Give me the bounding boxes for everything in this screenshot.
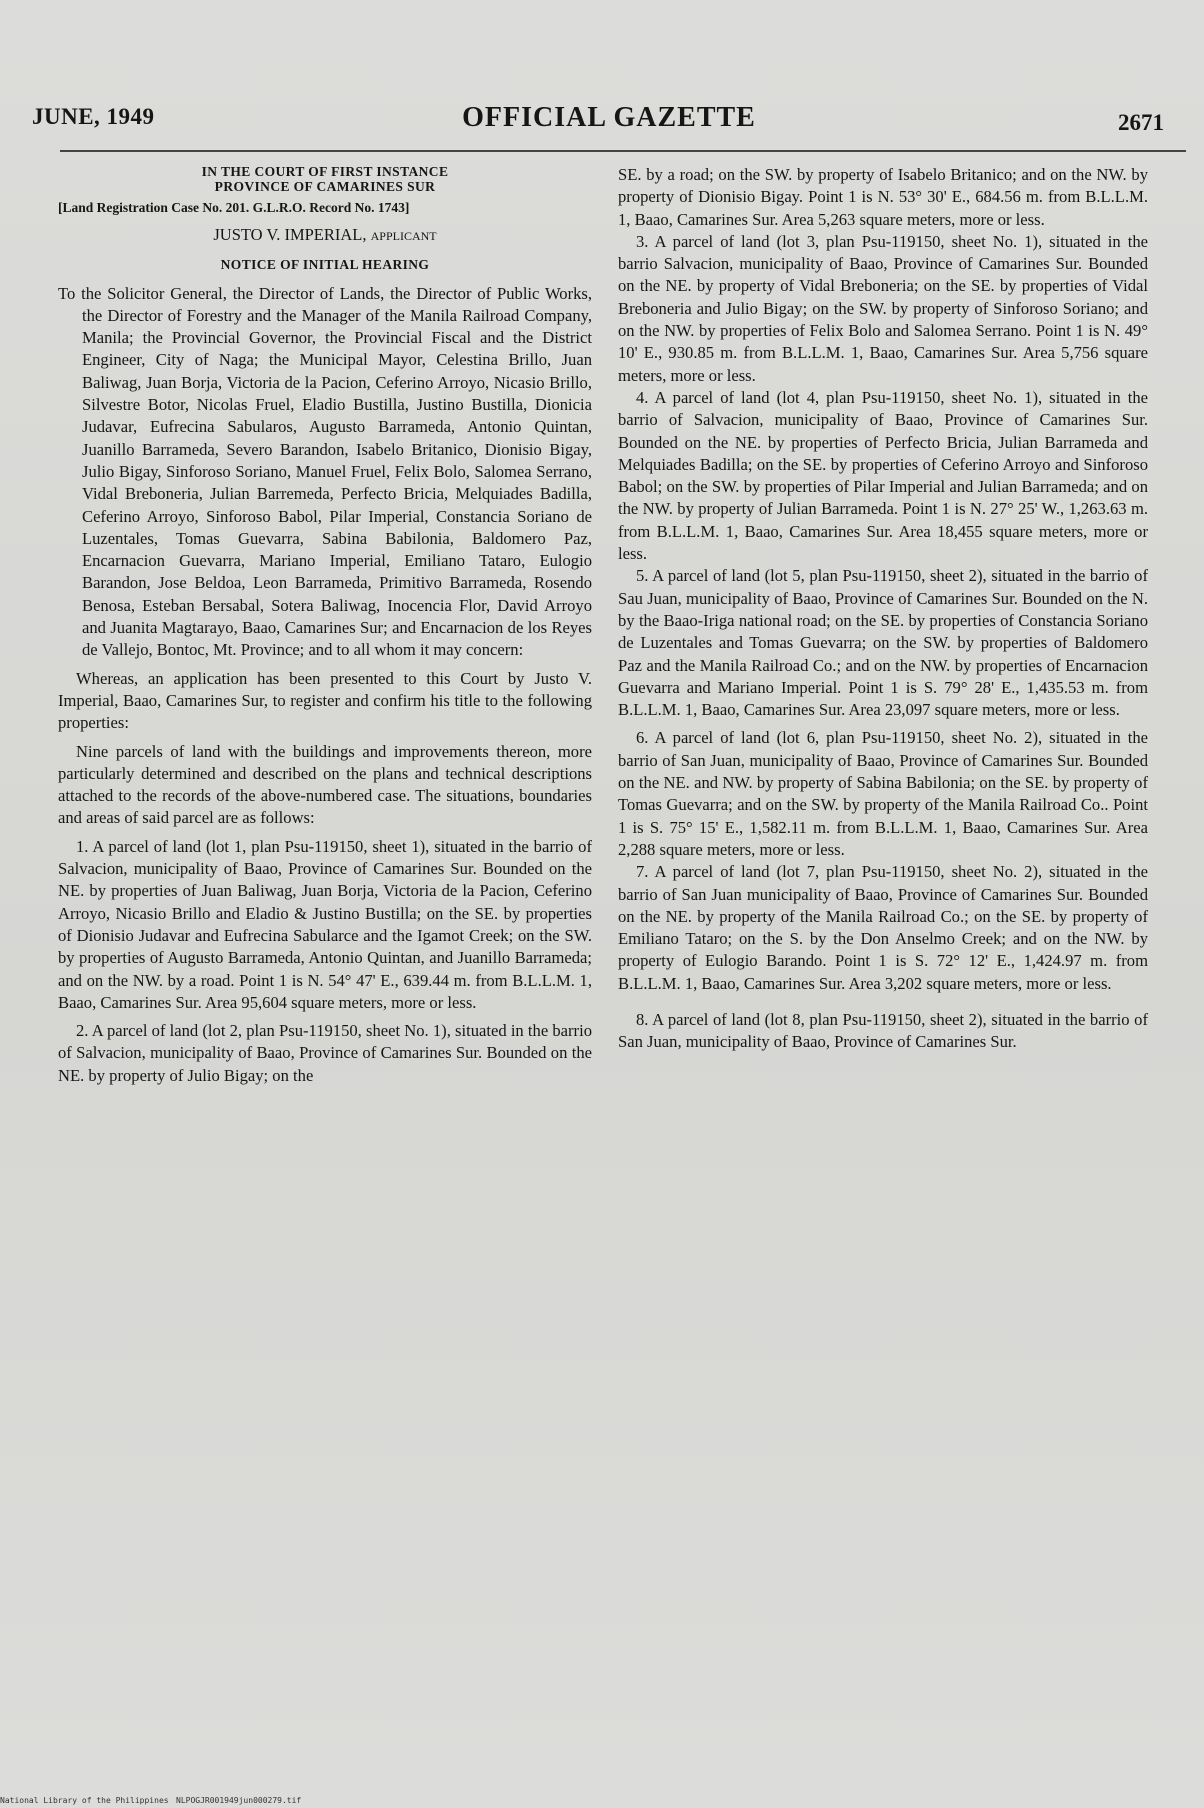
publication-title: OFFICIAL GAZETTE (462, 102, 756, 133)
parcel-4-paragraph: 4. A parcel of land (lot 4, plan Psu-119150, sheet No. 1), situated in the barrio of Salvacion, municipality of Baao, Province of Camarines Sur. Bounded on the NE. by properties of Perfecto Bricia, Julian Barrameda and Melquiades Badilla; on the SE. by properties of Ceferino Arroyo and Sinforoso Babol; on the SW. by properties of Pilar Imperial and Julian Barrameda; and on the NW. by property of Julian Barrameda. Point 1 is N. 27° 25' W., 1,263.63 m. from B.L.L.M. 1, Baao, Camarines Sur. Area 18,455 square meters, more or less. (618, 387, 1148, 564)
parcel-7-paragraph: 7. A parcel of land (lot 7, plan Psu-119150, sheet No. 2), situated in the barrio of San Juan municipality of Baao, Province of Camarines Sur. Bounded on the NE. by property of the Manila Railroad Co.; on the SE. by property of Emiliano Tataro; on the S. by the Don Anselmo Creek; and on the NW. by property of Eulogio Barando. Point 1 is S. 72° 12' E., 1,424.97 m. from B.L.L.M. 1, Baao, Camarines Sur. Area 3,202 square meters, more or less. (618, 862, 1148, 993)
left-column (58, 164, 592, 1087)
case-reference: [Land Registration Case No. 201. G.L.R.O. Record No. 1743] (58, 200, 410, 215)
parcel-2-paragraph-end: SE. by a road; on the SW. by property of Isabelo Britanico; and on the NW. by property of Dionisio Bigay. Point 1 is N. 53° 30' E., 684.56 m. from B.L.L.M. 1, Baao, Camarines Sur. Area 5,263 square meters, more or less. (618, 165, 1148, 229)
addressee-paragraph: To the Solicitor General, the Director of Lands, the Director of Public Works, the Director of Forestry and the Manager of the Manila Railroad Company, Manila; the Provincial Governor, the Provincial Fiscal and the District Engineer, City of Naga; the Municipal Mayor, Celestina Brillo, Juan Baliwag, Juan Borja, Victoria de la Pacion, Ceferino Arroyo, Nicasio Brillo, Silvestre Botor, Nicolas Fruel, Eladio Bustilla, Justino Bustilla, Dionicia Judavar, Eufrecina Sabularos, Augusto Barrameda, Antonio Quintan, Juanillo Barrameda, Severo Barandon, Isabelo Britanico, Dionisio Bigay, Julio Bigay, Sinforoso Soriano, Manuel Fruel, Felix Bolo, Salomea Serrano, Vidal Breboneria, Julian Barremeda, Perfecto Bricia, Melquiades Badilla, Ceferino Arroyo, Sinforoso Babol, Pilar Imperial, Constancia Soriano de Luzentales, Tomas Guevarra, Sabina Babilonia, Baldomero Paz, Encarnacion Guevarra, Mariano Imperial, Emiliano Tataro, Eulogio Barandon, Jose Beldoa, Leon Barrameda, Primitivo Barrameda, Rosendo Benosa, Esteban Bersabal, Sotera Baliwag, Inocencia Flor, David Arroyo and Juanita Magtarayo, Baao, Camarines Sur; and Encarnacion de los Reyes de Vallejo, Bontoc, Mt. Province; and to all whom it may concern: (58, 283, 592, 660)
court-province: PROVINCE OF CAMARINES SUR (214, 179, 436, 194)
parcel-8-paragraph-start: 8. A parcel of land (lot 8, plan Psu-119150, sheet 2), situated in the barrio of San Juan, municipality of Baao, Province of Camarines Sur. (618, 1009, 1148, 1052)
parcel-6-paragraph: 6. A parcel of land (lot 6, plan Psu-119150, sheet No. 2), situated in the barrio of San Juan, municipality of Baao, Province of Camarines Sur. Bounded on the NE. and NW. by property of Sabina Babilonia; on the SE. by property of Tomas Guevarra; and on the SW. by property of the Manila Railroad Co.. Point 1 is S. 75° 15' E., 1,582.11 m. from B.L.L.M. 1, Baao, Camarines Sur. Area 2,288 square meters, more or less. (618, 728, 1148, 859)
parcel-3-paragraph: 3. A parcel of land (lot 3, plan Psu-119150, sheet No. 1), situated in the barrio Salvacion, municipality of Baao, Province of Camarines Sur. Bounded on the NE. by property of Vidal Breboneria; on the SE. by properties of Vidal Breboneria and Julio Bigay; on the SW. by property of Sinforoso Soriano; and on the NW. by properties of Felix Bolo and Salomea Serrano. Point 1 is N. 49° 10' E., 930.85 m. from B.L.L.M. 1, Baao, Camarines Sur. Area 5,756 square meters, more or less. (618, 231, 1148, 385)
nine-parcels-paragraph: Nine parcels of land with the buildings and improvements thereon, more particularly determined and described on the plans and technical descriptions attached to the records of the above-numbered case. The situations, boundaries and areas of said parcel are as follows: (58, 741, 592, 828)
applicant-line: JUSTO V. IMPERIAL, applicant (213, 225, 437, 244)
whereas-paragraph: Whereas, an application has been presented to this Court by Justo V. Imperial, Baao, Camarines Sur, to register and confirm his title to the following properties: (58, 668, 592, 733)
header-rule (60, 150, 1186, 152)
page-header (32, 104, 1186, 144)
scan-footer (0, 1794, 1204, 1808)
scan-filename: NLPOGJR001949jun000279.tif (176, 1796, 302, 1805)
court-name: IN THE COURT OF FIRST INSTANCE (201, 164, 449, 179)
notice-heading: NOTICE OF INITIAL HEARING (220, 257, 430, 273)
parcel-1-paragraph: 1. A parcel of land (lot 1, plan Psu-119150, sheet 1), situated in the barrio of Salvacion, municipality of Baao, Province of Camarines Sur. Bounded on the NE. by properties of Juan Baliwag, Juan Borja, Victoria de la Pacion, Ceferino Arroyo, Nicasio Brillo and Eladio & Justino Bustilla; on the SE. by properties of Dionisio Judavar and Eufrecina Sabularce and the Igamot Creek; on the SW. by properties of Augusto Barrameda, Antonio Quintan, and Juanillo Barrameda; and on the NW. by a road. Point 1 is N. 54° 47' E., 639.44 m. from B.L.L.M. 1, Baao, Camarines Sur. Area 95,604 square meters, more or less. (58, 836, 592, 1012)
library-credit: National Library of the Philippines (0, 1796, 169, 1805)
parcel-2-paragraph-start: 2. A parcel of land (lot 2, plan Psu-119150, sheet No. 1), situated in the barrio of Salvacion, municipality of Baao, Province of Camarines Sur. Bounded on the NE. by property of Julio Bigay; on the (58, 1021, 592, 1085)
page-number: 2671 (1118, 110, 1164, 135)
issue-date: JUNE, 1949 (32, 104, 155, 129)
parcel-5-paragraph: 5. A parcel of land (lot 5, plan Psu-119150, sheet 2), situated in the barrio of Sau Juan, municipality of Baao, Province of Camarines Sur. Bounded on the N. by the Baao-Iriga national road; on the SE. by properties of Constancia Soriano de Luzentales and Tomas Guevarra; on the SW. by properties of Baldomero Paz and the Manila Railroad Co.; and on the NW. by properties of Encarnacion Guevarra and Mariano Imperial. Point 1 is S. 79° 28' E., 1,435.53 m. from B.L.L.M. 1, Baao, Camarines Sur. Area 23,097 square meters, more or less. (618, 566, 1148, 720)
right-column (618, 164, 1148, 1054)
